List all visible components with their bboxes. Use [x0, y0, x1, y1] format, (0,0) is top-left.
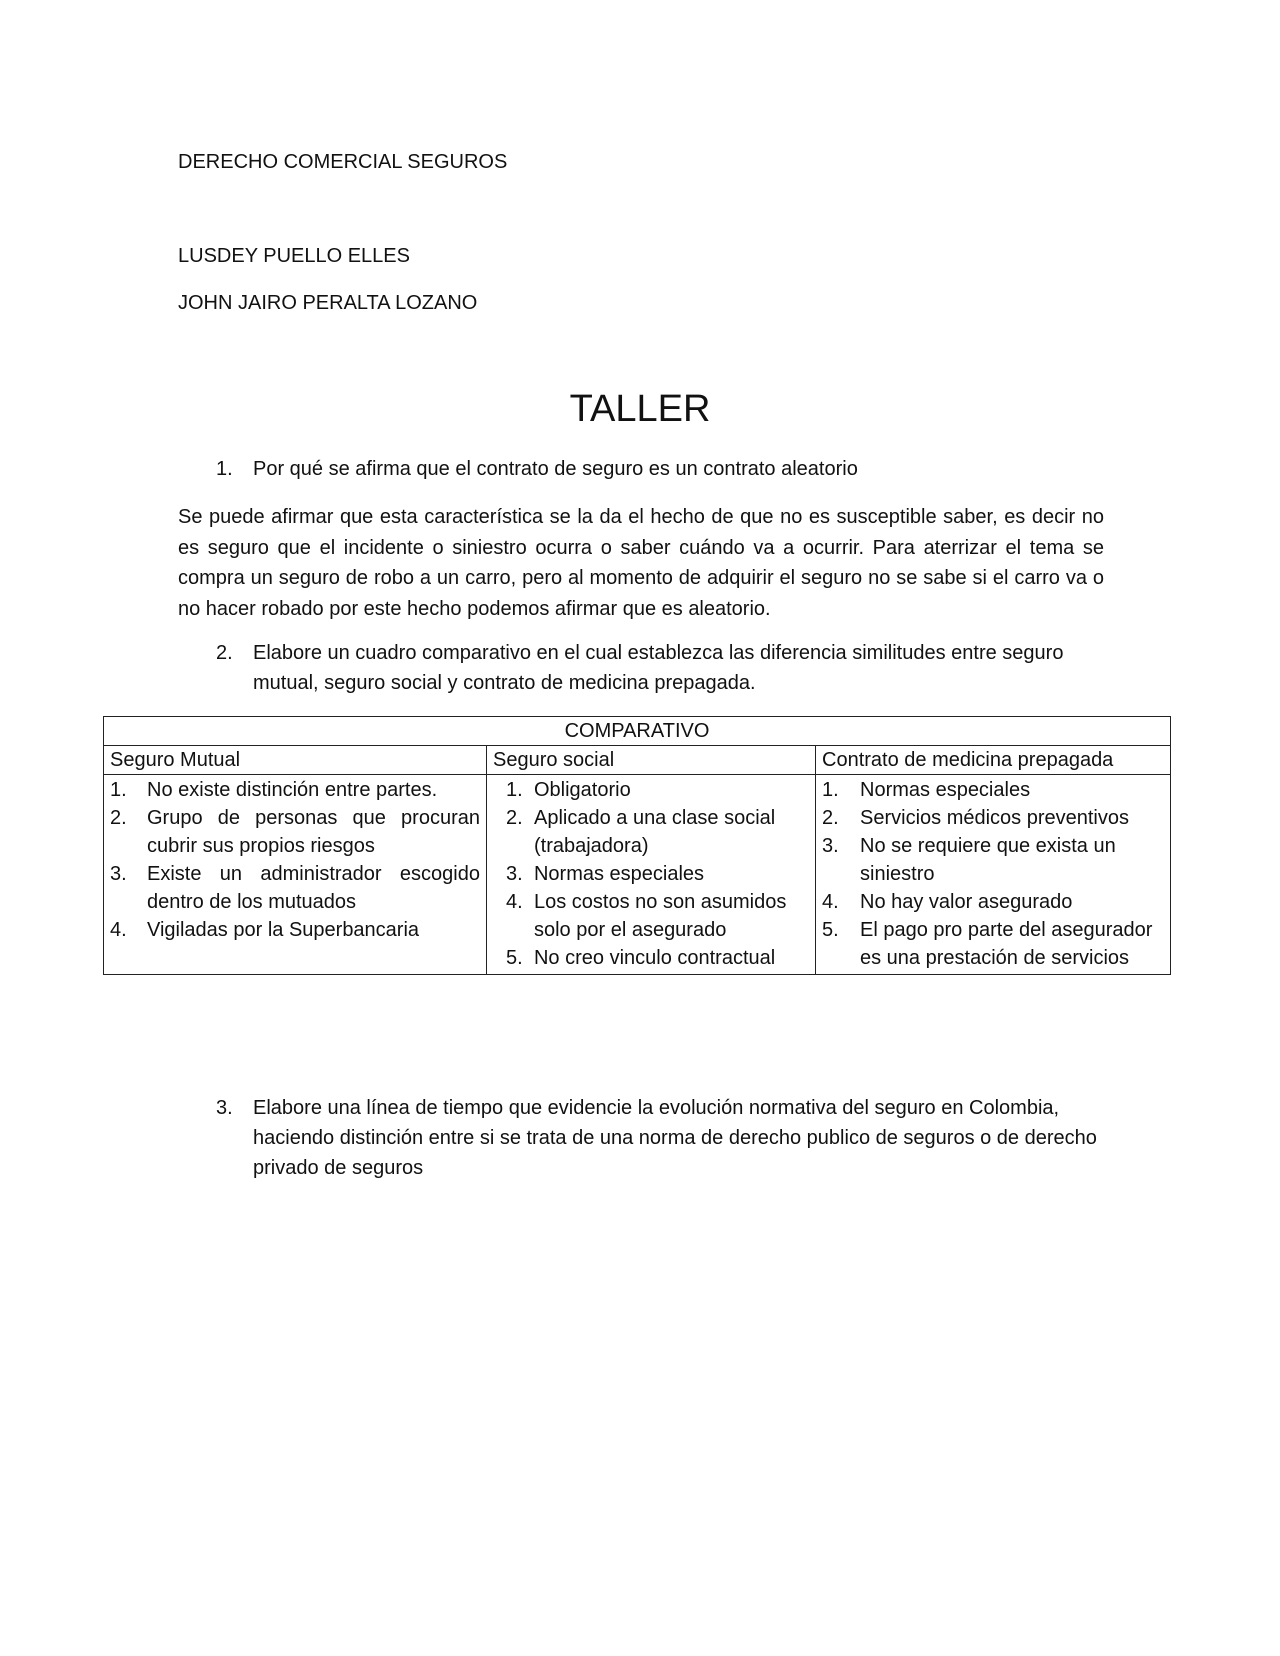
item-list: [110, 776, 480, 944]
table-cell: [816, 775, 1171, 975]
list-item: 1. Obligatorio: [505, 779, 631, 801]
table-caption: COMPARATIVO: [104, 717, 1171, 746]
comparison-table: [103, 716, 1171, 975]
table-cell: [104, 775, 487, 975]
column-header: Seguro Mutual: [104, 746, 487, 775]
list-item: 2. Servicios médicos preventivos: [822, 807, 1129, 829]
list-item: 3. Normas especiales: [505, 863, 705, 885]
list-item: 1. Normas especiales: [822, 779, 1031, 801]
list-item: 5. El pago pro parte del asegurador es una prestación de servicios: [822, 919, 1153, 969]
author-name: LUSDEY PUELLO ELLES: [178, 245, 410, 267]
question-text: Elabore una línea de tiempo que evidencie la evolución normativa del seguro en Colombia, haciendo distinción entre si se trata de una norma de derecho publico de seguros o de derecho privado de seguros: [253, 1097, 1097, 1179]
list-item: 3. No se requiere que exista un siniestro: [822, 835, 1116, 885]
list-item: 2. Aplicado a una clase social (trabajadora): [505, 807, 776, 857]
list-item: 1. No existe distinción entre partes.: [110, 779, 438, 801]
question-1: [216, 454, 1116, 484]
table-cell: [486, 775, 815, 975]
answer-paragraph: Se puede afirmar que esta característica se la da el hecho de que no es susceptible saber, es decir no es seguro que el incidente o siniestro ocurra o saber cuándo va a ocurrir. Para aterrizar el tema se compra un seguro de robo a un carro, pero al momento de adquirir el seguro no se sabe si el carro va o no hacer robado por este hecho podemos afirmar que es aleatorio.: [178, 506, 1104, 620]
question-number: 2.: [216, 642, 233, 664]
author-name: JOHN JAIRO PERALTA LOZANO: [178, 292, 478, 314]
column-header: Seguro social: [486, 746, 815, 775]
column-header: Contrato de medicina prepagada: [816, 746, 1171, 775]
list-item: 4. Los costos no son asumidos solo por el asegurado: [505, 891, 787, 941]
question-text: Por qué se afirma que el contrato de seguro es un contrato aleatorio: [253, 458, 858, 480]
list-item: 3. Existe un administrador escogido dentro de los mutuados: [110, 863, 480, 913]
item-list: [822, 776, 1164, 972]
list-item: 2. Grupo de personas que procuran cubrir sus propios riesgos: [110, 807, 480, 857]
question-2: [216, 638, 1116, 698]
list-item: 4. Vigiladas por la Superbancaria: [110, 919, 420, 941]
item-list: [493, 776, 809, 972]
document-title: TALLER: [569, 388, 711, 430]
question-text: Elabore un cuadro comparativo en el cual establezca las diferencia similitudes entre seguro mutual, seguro social y contrato de medicina prepagada.: [253, 642, 1064, 694]
list-item: 4. No hay valor asegurado: [822, 891, 1073, 913]
question-3: [216, 1093, 1116, 1183]
question-number: 1.: [216, 458, 233, 480]
list-item: 5. No creo vinculo contractual: [505, 947, 776, 969]
course-title: DERECHO COMERCIAL SEGUROS: [178, 151, 508, 173]
question-number: 3.: [216, 1097, 233, 1119]
